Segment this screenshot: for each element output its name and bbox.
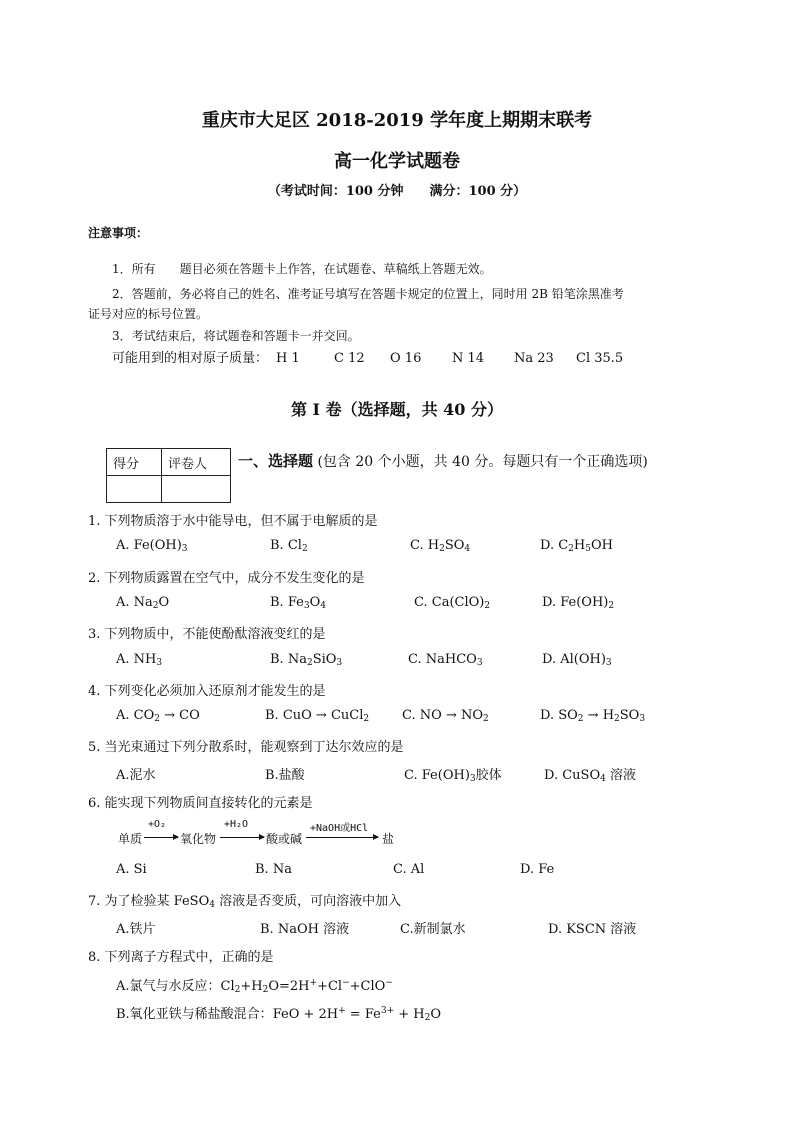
question-2-option-c: C. $Ca(ClO)_2$: [414, 595, 491, 611]
question-5-option-a: A.泥水: [116, 768, 156, 783]
atomic-mass-c: C 12: [334, 351, 365, 366]
atomic-masses: [112, 347, 623, 366]
part-label: 一、选择题: [238, 452, 314, 470]
question-4-option-a: A. $CO_2$ → CO: [116, 708, 200, 724]
question-8-option-a: A.氯气与水反应：$Cl_2+H_2O=2H^++Cl^-+ClO^-$: [116, 978, 393, 995]
question-7-option-b: B. NaOH 溶液: [260, 922, 350, 937]
question-8-stem: 8. 下列离子方程式中，正确的是: [88, 950, 274, 965]
notice-item-1: 1．所有 题目必须在答题卡上作答，在试题卷、草稿纸上答题无效。: [112, 262, 492, 276]
section-title: 第 I 卷（选择题，共 40 分）: [290, 400, 504, 419]
question-4-option-d: D. $SO_2 \to H_2SO_3$: [540, 708, 646, 724]
question-8-option-b-label: B.氧化亚铁与稀盐酸混合：: [116, 1007, 273, 1022]
chain-element: 单质: [118, 832, 143, 846]
question-3-option-a: A. $NH_3$: [116, 652, 163, 668]
question-3-option-d: D. $Al(OH)_3$: [542, 652, 612, 668]
grader-box-label: 评卷人: [162, 449, 231, 476]
question-3-option-c: C. NaHCO$_3$: [408, 652, 483, 668]
notice-heading: 注意事项：: [88, 226, 149, 240]
exam-subtitle: 高一化学试题卷: [334, 151, 460, 172]
question-3-stem: 3. 下列物质中，不能使酚酞溶液变红的是: [88, 627, 326, 642]
question-7-option-c: C.新制氯水: [400, 922, 466, 937]
question-6-option-d: D. Fe: [520, 862, 555, 877]
atomic-mass-o: O 16: [390, 351, 422, 366]
question-5-option-c: C. $Fe(OH)_3$胶体: [404, 768, 502, 784]
grader-box-field: [162, 476, 231, 503]
question-6-option-c: C. Al: [393, 862, 425, 877]
score-box-label: 得分: [107, 449, 162, 476]
chain-arrow-1: [144, 837, 178, 838]
question-6-stem: 6. 能实现下列物质间直接转化的元素是: [88, 796, 313, 811]
question-6-option-a: A. Si: [116, 862, 147, 877]
question-2-stem: 2. 下列物质露置在空气中，成分不发生变化的是: [88, 571, 365, 586]
question-1-option-d: D. $C_2H_5OH$: [540, 538, 613, 554]
question-5-option-d: D. CuSO$_4$ 溶液: [544, 768, 636, 784]
atomic-mass-cl: Cl 35.5: [576, 351, 624, 366]
atomic-mass-n: N 14: [452, 351, 485, 366]
question-5-option-c-suffix: 胶体: [475, 768, 502, 783]
question-7-stem-end: 溶液是否变质，可向溶液中加入: [214, 894, 402, 909]
question-5-option-d-suffix: 溶液: [609, 768, 636, 783]
question-2-option-d: D. $Fe(OH)_2$: [542, 595, 615, 611]
atomic-masses-label: 可能用到的相对原子质量：: [112, 351, 269, 366]
question-1-option-a: A. $Fe(OH)_3$: [116, 538, 188, 554]
chain-label-water: +H₂O: [224, 819, 249, 830]
notice-item-2-cont: 证号对应的标号位置。: [88, 307, 209, 321]
chain-label-oxygen: +O₂: [148, 819, 167, 830]
question-2-option-a: A. $Na_2O$: [116, 595, 170, 611]
chain-arrow-2: [220, 837, 264, 838]
question-7-option-d: D. KSCN 溶液: [548, 922, 637, 937]
chain-label-reagent: +NaOH或HCl: [310, 823, 369, 834]
question-8-option-a-label: A.氯气与水反应：: [116, 979, 221, 994]
part-description: (包含 20 个小题，共 40 分。每题只有一个正确选项): [317, 454, 648, 470]
part-heading: [238, 450, 648, 471]
question-4-option-b: B. CuO → CuCl$_2$: [265, 708, 370, 724]
question-6-option-b: B. Na: [255, 862, 292, 877]
chain-arrow-3: [306, 837, 378, 838]
question-1-option-c: C. $H_2SO_4$: [410, 538, 471, 554]
notice-item-3: 3．考试结束后，将试题卷和答题卡一并交回。: [112, 329, 360, 343]
question-7-stem-start: 7. 为了检验某 FeSO: [88, 894, 210, 909]
exam-info: （考试时间：100 分钟 满分：100 分）: [267, 184, 527, 199]
chain-acid-or-base: 酸或碱: [266, 832, 303, 846]
question-7-option-a: A.铁片: [116, 922, 156, 937]
question-4-stem: 4. 下列变化必须加入还原剂才能发生的是: [88, 684, 326, 699]
atomic-mass-h: H 1: [276, 351, 300, 366]
question-5-option-b: B.盐酸: [265, 768, 305, 783]
question-7-stem: 7. 为了检验某 FeSO$_4$ 溶液是否变质，可向溶液中加入: [88, 894, 402, 910]
question-2-option-b: B. $Fe_3O_4$: [270, 595, 326, 611]
question-1-option-b: B. $Cl_2$: [270, 538, 308, 554]
score-box-field: [107, 476, 162, 503]
question-3-option-b: B. $Na_2SiO_3$: [270, 652, 343, 668]
question-5-stem: 5. 当光束通过下列分散系时，能观察到丁达尔效应的是: [88, 740, 404, 755]
chain-salt: 盐: [382, 832, 395, 846]
question-1-stem: 1. 下列物质溶于水中能导电，但不属于电解质的是: [88, 514, 378, 529]
exam-title: 重庆市大足区 2018-2019 学年度上期期末联考: [201, 110, 593, 131]
score-box: [106, 448, 231, 503]
question-4-option-c: C. NO → $NO_2$: [402, 708, 489, 724]
question-8-option-b: B.氧化亚铁与稀盐酸混合：FeO + $2H^+ = Fe^{3+} + H_2O$: [116, 1006, 442, 1023]
atomic-mass-na: Na 23: [514, 351, 554, 366]
notice-item-2: 2．答题前，务必将自己的姓名、准考证号填写在答题卡规定的位置上，同时用 2B 铅笔涂黑准考: [112, 287, 624, 301]
chain-oxide: 氧化物: [180, 832, 217, 846]
